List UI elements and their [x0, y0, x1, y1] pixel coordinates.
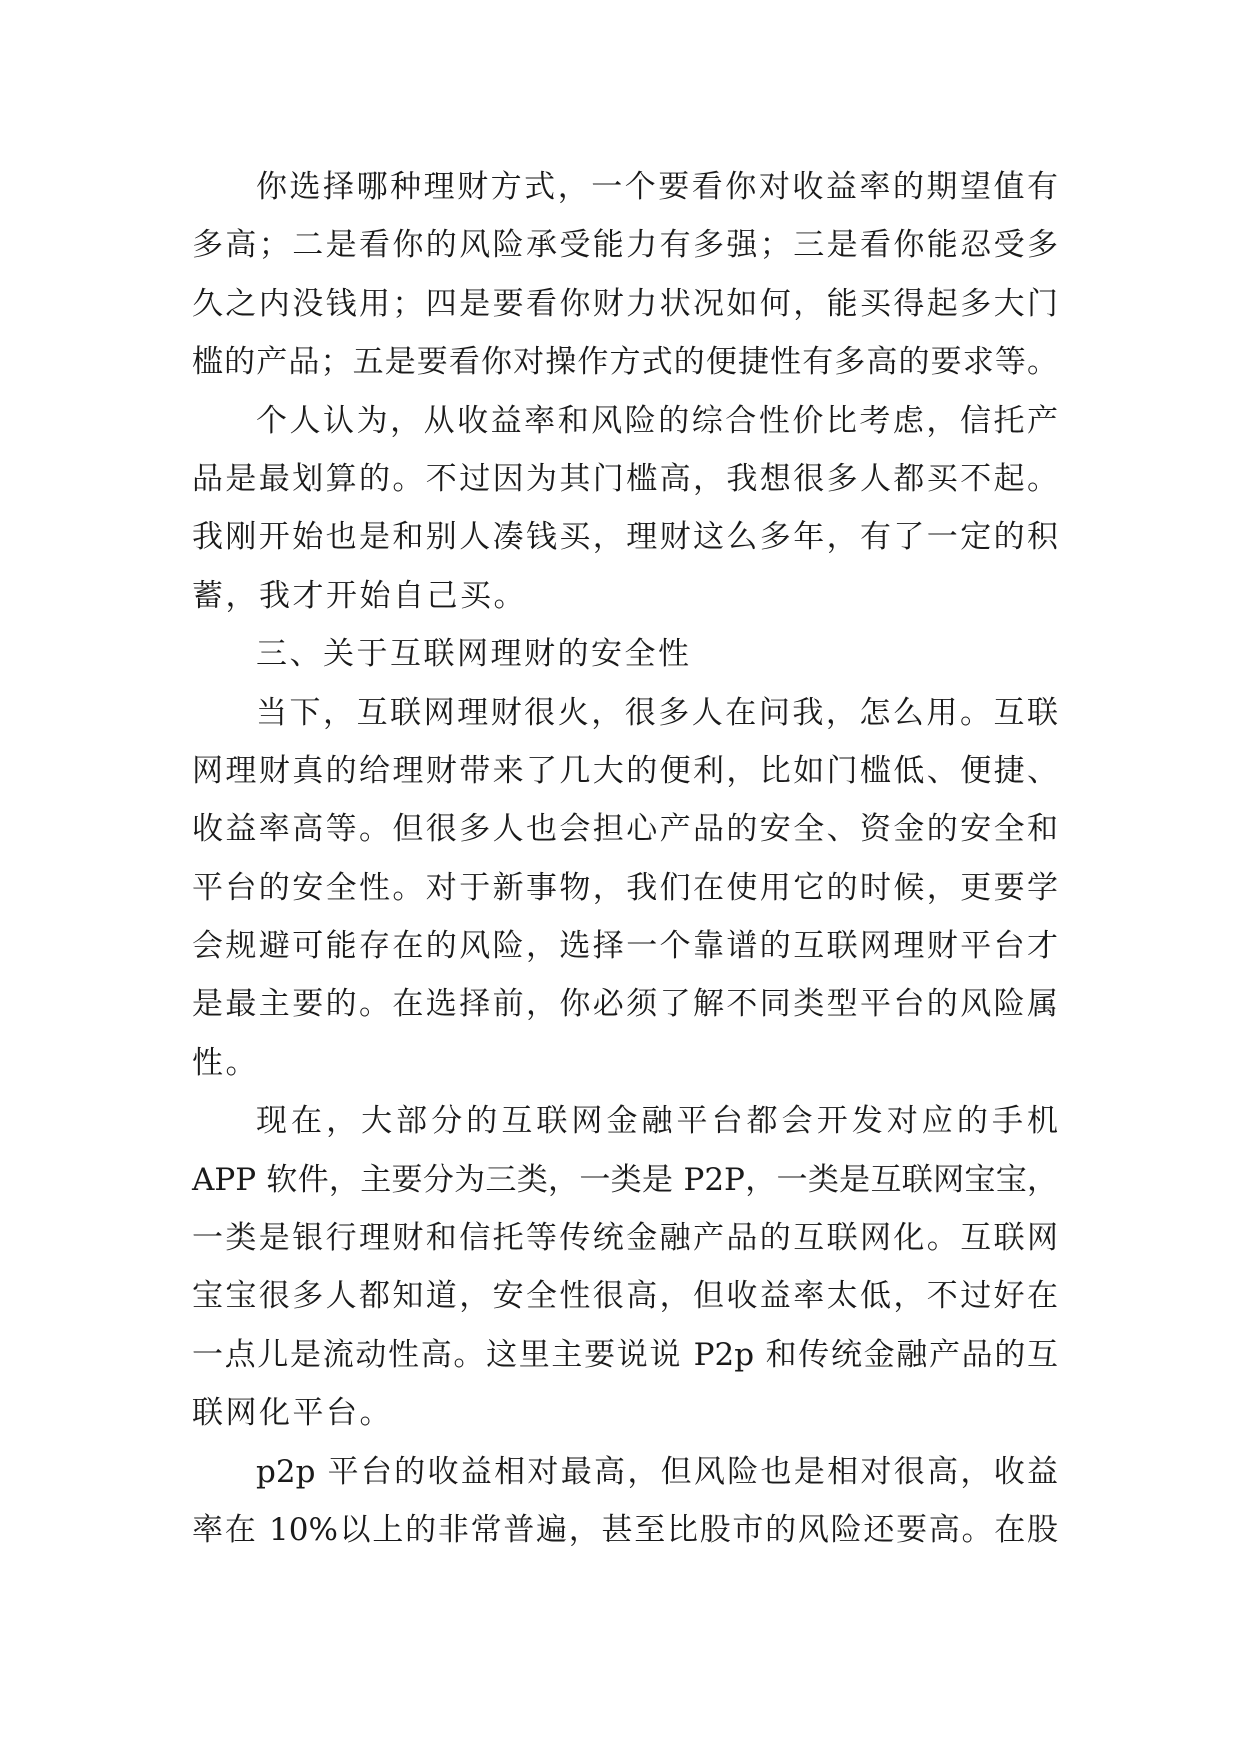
text-line: 久之内没钱用；四是要看你财力状况如何，能买得起多大门 — [192, 285, 1058, 322]
text-line: 率在 10%以上的非常普遍，甚至比股市的风险还要高。在股 — [192, 1511, 1058, 1548]
text-line: 当下，互联网理财很火，很多人在问我，怎么用。互联 — [256, 694, 1058, 731]
text-line: 一点儿是流动性高。这里主要说说 P2p 和传统金融产品的互 — [192, 1336, 1058, 1373]
text-line: p2p 平台的收益相对最高，但风险也是相对很高，收益 — [256, 1453, 1058, 1490]
text-line: 是最主要的。在选择前，你必须了解不同类型平台的风险属 — [192, 986, 1058, 1023]
text-line: 现在，大部分的互联网金融平台都会开发对应的手机 — [256, 1103, 1058, 1140]
text-line: 我刚开始也是和别人凑钱买，理财这么多年，有了一定的积 — [192, 519, 1058, 556]
text-line: 宝宝很多人都知道，安全性很高，但收益率太低，不过好在 — [192, 1278, 1058, 1315]
text-line: 网理财真的给理财带来了几大的便利，比如门槛低、便捷、 — [192, 752, 1058, 789]
text-line: 槛的产品；五是要看你对操作方式的便捷性有多高的要求等。 — [192, 344, 1058, 381]
text-line: 性。 — [192, 1044, 259, 1081]
text-line: 你选择哪种理财方式，一个要看你对收益率的期望值有 — [256, 169, 1058, 205]
text-line: 会规避可能存在的风险，选择一个靠谱的互联网理财平台才 — [192, 928, 1058, 965]
text-line: 个人认为，从收益率和风险的综合性价比考虑，信托产 — [256, 402, 1058, 439]
text-line: APP 软件，主要分为三类，一类是 P2P，一类是互联网宝宝， — [192, 1161, 1058, 1198]
text-line: 平台的安全性。对于新事物，我们在使用它的时候，更要学 — [192, 869, 1058, 906]
text-line: 蓄，我才开始自己买。 — [192, 577, 527, 614]
text-line: 一类是银行理财和信托等传统金融产品的互联网化。互联网 — [192, 1220, 1058, 1257]
text-line: 多高；二是看你的风险承受能力有多强；三是看你能忍受多 — [192, 227, 1058, 264]
text-line: 品是最划算的。不过因为其门槛高，我想很多人都买不起。 — [192, 460, 1058, 497]
section-heading: 三、关于互联网理财的安全性 — [256, 636, 692, 673]
text-line: 联网化平台。 — [192, 1395, 393, 1432]
body-text — [192, 158, 1058, 1559]
text-line: 收益率高等。但很多人也会担心产品的安全、资金的安全和 — [192, 811, 1058, 848]
